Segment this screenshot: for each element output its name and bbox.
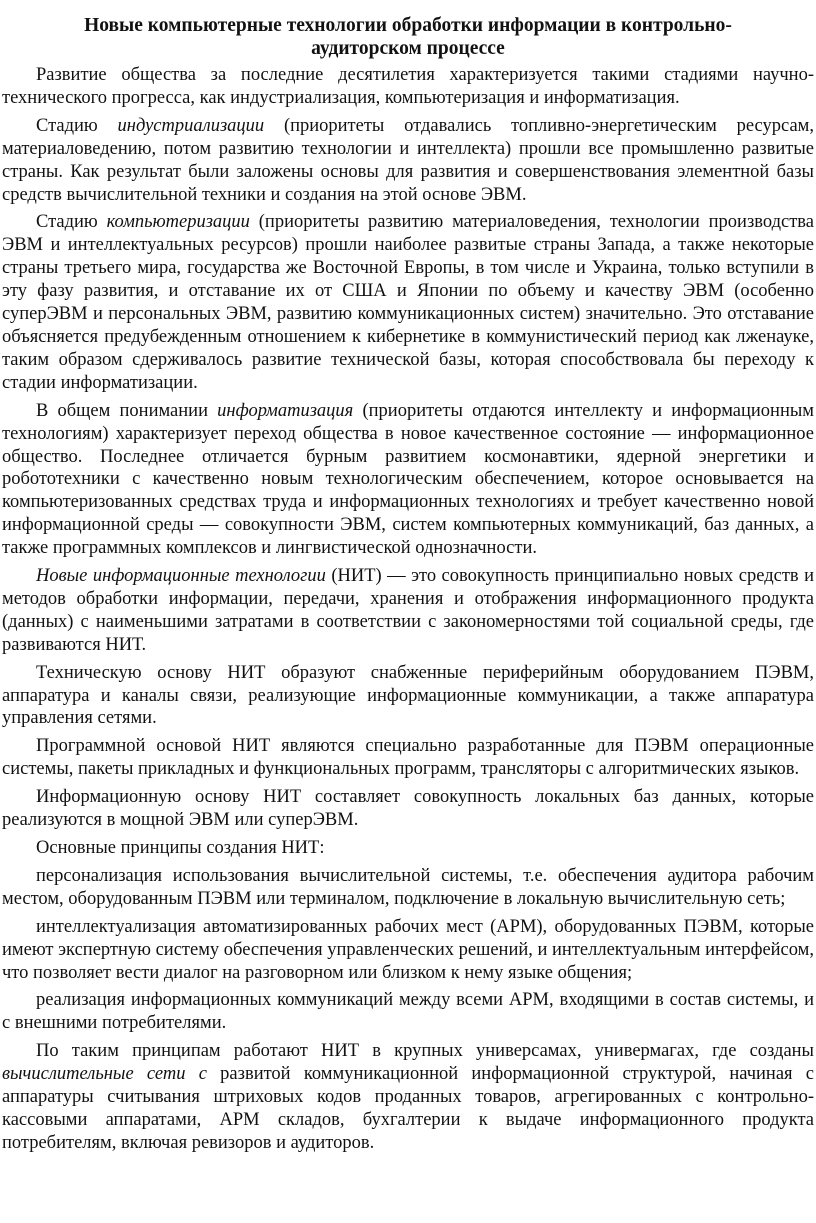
paragraph-term: вычислительные сети с bbox=[2, 1064, 207, 1085]
paragraph-computerization bbox=[2, 211, 814, 394]
paragraph-text-post: (приоритеты отдаются интеллекту и информационным технологиям) характеризует переход общества в новое качественное состояние — информационное общество. Последнее отличается бурным развитием космонавтики, ядерной энергетики и робототехники с качественно новым технологическим обеспечением, которое основывается на компьютеризованных средствах труда и информационных технологиях и требует качественно новой информационной среды — совокупности ЭВМ, систем компьютерных коммуникаций, баз данных, а также программных комплексов и лингвистической однозначности. bbox=[2, 400, 814, 559]
paragraph-intro bbox=[2, 64, 814, 110]
paragraph-retail-networks bbox=[2, 1040, 814, 1155]
paragraph-informatization bbox=[2, 400, 814, 560]
paragraph-principle-intellectualization bbox=[2, 916, 814, 985]
paragraph-term: компьютеризации bbox=[106, 212, 250, 233]
paragraph-text: интеллектуализация автоматизированных рабочих мест (АРМ), оборудованных ПЭВМ, которые имеют экспертную систему обеспечения управленческих решений, и интеллектуальным интерфейсом, что позволяет вести диалог на разговорном или близком к нему языке общения; bbox=[2, 916, 814, 983]
paragraph-text: Информационную основу НИТ составляет совокупность локальных баз данных, которые реализуются в мощной ЭВМ или суперЭВМ. bbox=[2, 787, 814, 831]
paragraph-text-post: (НИТ) — это совокупность принципиально новых средств и методов обработки информации, передачи, хранения и отображения информационного продукта (данных) с наименьшими затратами в соответствии с закономерностями той социальной среды, где развиваются НИТ. bbox=[2, 566, 814, 655]
paragraph-text-post: развитой коммуникационной информационной структурой, начиная с аппаратуры считывания штриховых кодов проданных товаров, агрегированных с контрольно-кассовыми аппаратами, АРМ складов, бухгалтерии к выдаче информационного продукта потребителям, включая ревизоров и аудиторов. bbox=[2, 1064, 815, 1153]
paragraph-nit-definition bbox=[2, 565, 814, 657]
paragraph-text-post: (приоритеты развитию материаловедения, технологии производства ЭВМ и интеллектуальных ресурсов) прошли наиболее развитые страны Запада, а также некоторые страны третьего мира, государства же Восточной Европы, в том числе и Украина, только вступили в эту фазу развития, и отставание их от США и Японии по объему и качеству ЭВМ (особенно суперЭВМ и персональных ЭВМ, развитию коммуникационных систем) значительно. Это отставание объясняется предубежденным отношением к кибернетике в коммунистический период как лженауке, таким образом сдерживалось развитие технической базы, которая способствовала бы переходу к стадии информатизации. bbox=[2, 212, 814, 393]
paragraph-term: Новые информационные технологии bbox=[36, 566, 326, 587]
paragraph-software-basis bbox=[2, 735, 814, 781]
paragraph-text-pre: По таким принципам работают НИТ в крупных универсамах, универмагах, где созданы bbox=[36, 1041, 814, 1062]
paragraph-text: Основные принципы создания НИТ: bbox=[36, 838, 325, 858]
paragraph-text-pre: Стадию bbox=[36, 212, 107, 233]
paragraph-principle-personalization bbox=[2, 865, 814, 911]
paragraph-text: персонализация использования вычислительной системы, т.е. обеспечения аудитора рабочим местом, оборудованным ПЭВМ или терминалом, подключение в локальную вычислительную сеть; bbox=[2, 865, 814, 909]
paragraph-information-basis bbox=[2, 786, 814, 832]
paragraph-principle-communications bbox=[2, 989, 814, 1035]
document-title: Новые компьютерные технологии обработки информации в контрольно-аудиторском процессе bbox=[84, 15, 732, 59]
paragraph-term: индустриализации bbox=[117, 115, 265, 136]
paragraph-text: Программной основой НИТ являются специально разработанные для ПЭВМ операционные системы, пакеты прикладных и функциональных программ, трансляторы с алгоритмических языков. bbox=[2, 736, 814, 780]
paragraph-industrialization bbox=[2, 115, 814, 207]
paragraph-text: Техническую основу НИТ образуют снабженные периферийным оборудованием ПЭВМ, аппаратура и каналы связи, реализующие информационные коммуникации, а также аппаратура управления сетями. bbox=[2, 662, 814, 729]
paragraph-text-pre: В общем понимании bbox=[36, 400, 218, 421]
paragraph-text: Развитие общества за последние десятилетия характеризуется такими стадиями научно-технического прогресса, как индустриализация, компьютеризация и информатизация. bbox=[2, 65, 814, 108]
paragraph-principles-heading bbox=[2, 837, 814, 860]
paragraph-technical-basis bbox=[2, 662, 814, 731]
paragraph-term: информатизация bbox=[217, 400, 354, 421]
paragraph-text: реализация информационных коммуникаций между всеми АРМ, входящими в состав системы, и с внешними потребителями. bbox=[2, 990, 814, 1034]
paragraph-text-pre: Стадию bbox=[36, 115, 118, 136]
paragraph-text-post: (приоритеты отдавались топливно-энергетическим ресурсам, материаловедению, потом развитию технологии и интеллекта) прошли все промышленно развитые страны. Как результат были заложены основы для развития и совершенствования элементной базы средств вычислительной техники и создания на этой основе ЭВМ. bbox=[2, 115, 814, 205]
